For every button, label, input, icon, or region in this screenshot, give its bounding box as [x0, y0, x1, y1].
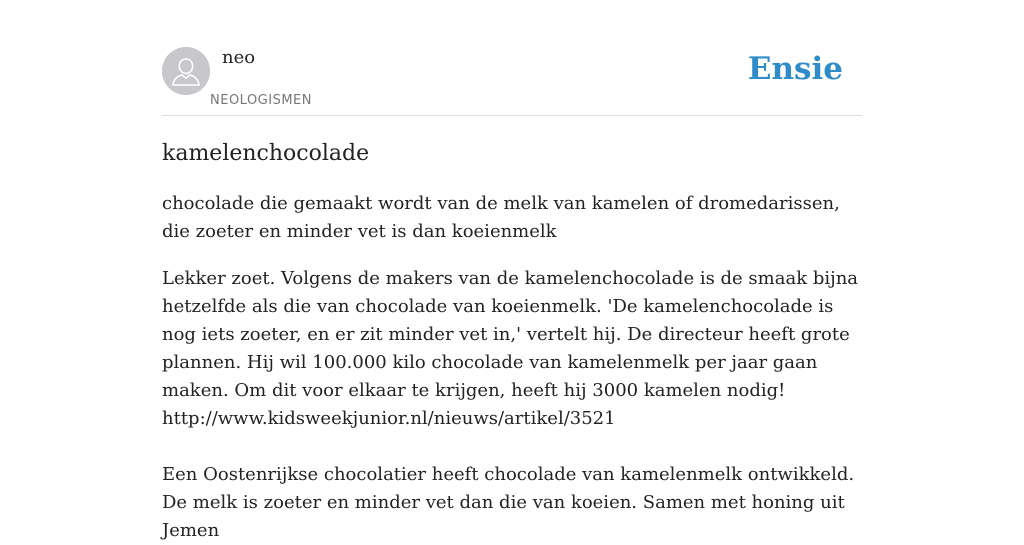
example-paragraph-2: Een Oostenrijkse chocolatier heeft chocolade van kamelenmelk ontwikkeld. De melk is zoeter en minder vet dan die van koeien. Samen met honing uit Jemen: [162, 464, 855, 541]
header: [162, 46, 862, 116]
entry-definition: chocolade die gemaakt wordt van de melk van kamelen of dromedarissen, die zoeter en minder vet is dan koeienmelk: [162, 193, 840, 242]
paragraph-spacer: [162, 433, 862, 461]
brand-logo[interactable]: Ensie: [747, 51, 843, 87]
example-source-link[interactable]: http://www.kidsweekjunior.nl/nieuws/artikel/3521: [162, 408, 616, 429]
entry-content: [162, 138, 862, 545]
example-paragraph: Lekker zoet. Volgens de makers van de kamelenchocolade is de smaak bijna hetzelfde als die van chocolade van koeienmelk. 'De kamelenchocolade is nog iets zoeter, en er zit minder vet in,' vertelt hij. De directeur heeft grote plannen. Hij wil 100.000 kilo chocolade van kamelenmelk per jaar gaan maken. Om dit voor elkaar te krijgen, heeft hij 3000 kamelen nodig!: [162, 268, 859, 401]
entry-example: [162, 265, 862, 545]
user-avatar[interactable]: [162, 47, 210, 95]
username-link[interactable]: neo: [222, 47, 256, 68]
header-divider: [162, 115, 862, 116]
user-avatar-icon: [162, 47, 210, 95]
category-link[interactable]: NEOLOGISMEN: [210, 93, 312, 108]
entry-title: kamelenchocolade: [162, 141, 370, 166]
